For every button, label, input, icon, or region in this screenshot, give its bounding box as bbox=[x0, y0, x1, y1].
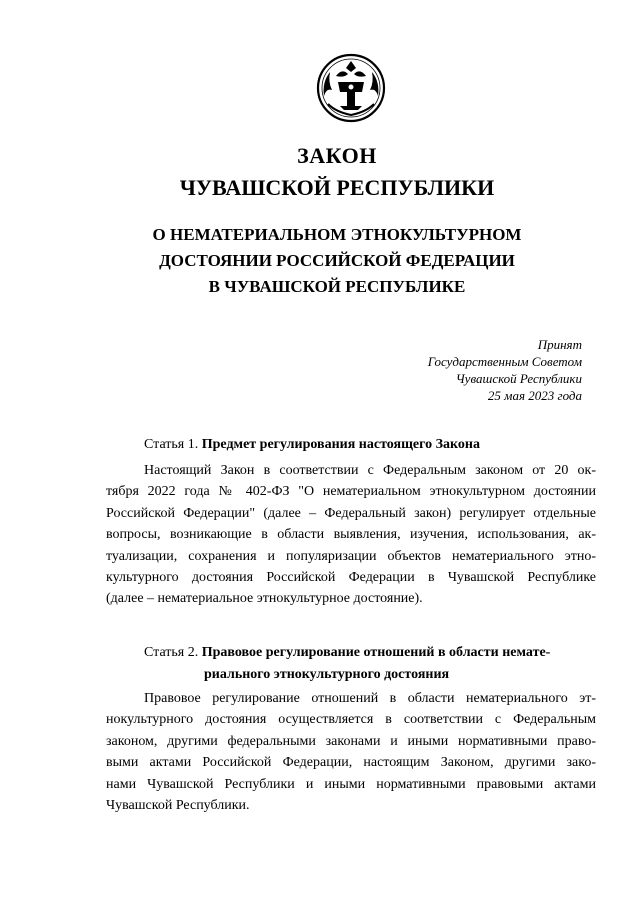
article-2-title-cont: риального этнокультурного достояния bbox=[204, 667, 450, 682]
text-line: Чувашской Республики. bbox=[106, 798, 250, 814]
text-line: нокультурного достояния осуществляется в соответствии с Федеральным bbox=[106, 712, 596, 728]
adoption-line: Чувашской Республики bbox=[455, 371, 582, 386]
text-line: (далее – нематериальное этнокультурное достояние). bbox=[106, 591, 423, 607]
article-1-title: Предмет регулирования настоящего Закона bbox=[201, 437, 480, 452]
adoption-date: 25 мая 2023 года bbox=[487, 388, 582, 403]
article-1-body bbox=[106, 460, 596, 610]
article-2-label: Статья 2. bbox=[144, 645, 199, 660]
article-2-heading bbox=[106, 642, 634, 664]
chuvash-emblem-icon bbox=[316, 52, 386, 124]
article-1-heading bbox=[106, 434, 634, 456]
law-subtitle-line: В ЧУВАШСКОЙ РЕСПУБЛИКЕ bbox=[208, 277, 466, 296]
text-line: Правовое регулирование отношений в области нематериального эт- bbox=[144, 691, 596, 706]
adoption-block bbox=[362, 336, 582, 404]
text-line: Настоящий Закон в соответствии с Федеральным законом от 20 ок- bbox=[144, 463, 596, 478]
text-line: нами Чувашской Республики и иными нормативными правовыми актами bbox=[106, 776, 596, 792]
law-heading: ЗАКОН bbox=[297, 143, 377, 168]
text-line: туализации, сохранения и популяризации объектов нематериального этно- bbox=[106, 548, 596, 564]
article-1-label: Статья 1. bbox=[144, 437, 199, 452]
text-line: тября 2022 года № 402-ФЗ "О нематериальном этнокультурном достоянии bbox=[106, 484, 596, 500]
article-2-body bbox=[106, 688, 596, 816]
adoption-line: Государственным Советом bbox=[427, 354, 582, 369]
text-line: вопросы, возникающие в области выявления, изучения, использования, ак- bbox=[106, 527, 596, 543]
text-line: выми актами Российской Федерации, настоящим Законом, другими зако- bbox=[106, 755, 596, 771]
text-line: Российской Федерации" (далее – Федеральный закон) регулирует отдельные bbox=[106, 505, 596, 521]
adoption-line: Принят bbox=[537, 337, 582, 352]
law-subtitle-line: О НЕМАТЕРИАЛЬНОМ ЭТНОКУЛЬТУРНОМ bbox=[152, 225, 522, 244]
article-2-title: Правовое регулирование отношений в области немате- bbox=[201, 645, 551, 660]
text-line: культурного достояния Российской Федерации в Чувашской Республике bbox=[106, 570, 596, 586]
law-subtitle-line: ДОСТОЯНИИ РОССИЙСКОЙ ФЕДЕРАЦИИ bbox=[159, 251, 515, 270]
article-2-heading-cont bbox=[106, 664, 640, 686]
republic-heading: ЧУВАШСКОЙ РЕСПУБЛИКИ bbox=[179, 175, 495, 200]
text-line: законом, другими федеральными законами и иными нормативными право- bbox=[106, 733, 596, 749]
